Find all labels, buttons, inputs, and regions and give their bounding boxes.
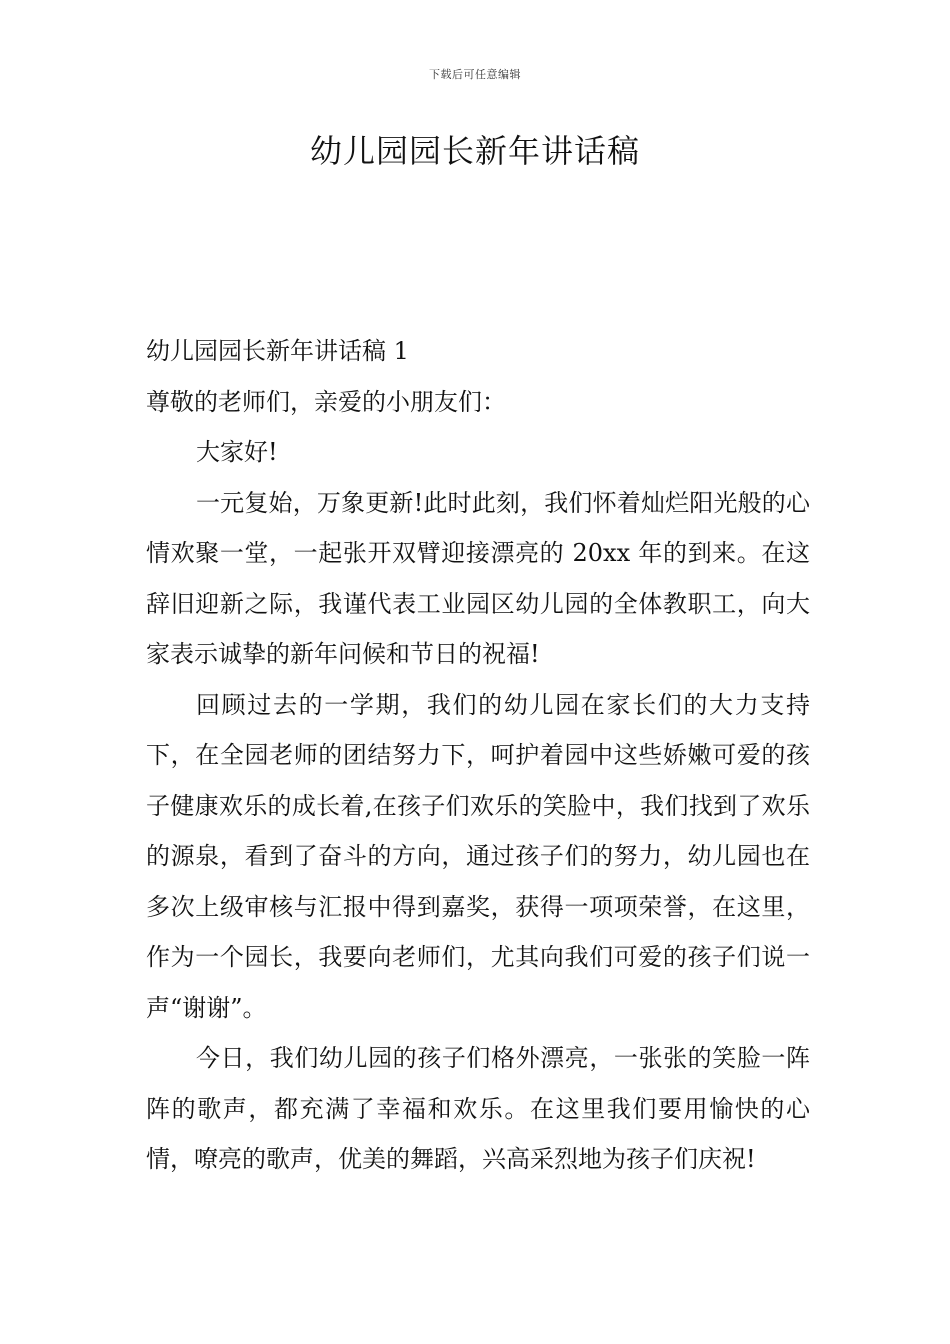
paragraph-celebration: 今日，我们幼儿园的孩子们格外漂亮，一张张的笑脸一阵阵的歌声，都充满了幸福和欢乐。在这里我们要用愉快的心情，嘹亮的歌声，优美的舞蹈，兴高采烈地为孩子们庆祝! — [146, 1044, 810, 1173]
header-note: 下载后可任意编辑 — [429, 68, 521, 81]
section-heading: 幼儿园园长新年讲话稿 1 — [146, 337, 409, 365]
paragraph-greeting: 大家好! — [196, 438, 278, 466]
paragraph-review: 回顾过去的一学期，我们的幼儿园在家长们的大力支持下，在全园老师的团结努力下，呵护着园中这些娇嫩可爱的孩子健康欢乐的成长着,在孩子们欢乐的笑脸中，我们找到了欢乐的源泉，看到了奋斗的方向，通过孩子们的努力，幼儿园也在多次上级审核与汇报中得到嘉奖，获得一项项荣誉，在这里，作为一个园长，我要向老师们，尤其向我们可爱的孩子们说一声“谢谢”。 — [146, 690, 810, 1022]
paragraph-new-year: 一元复始，万象更新!此时此刻，我们怀着灿烂阳光般的心情欢聚一堂，一起张开双臂迎接漂亮的 20xx 年的到来。在这辞旧迎新之际，我谨代表工业园区幼儿园的全体教职工，向大家表示诚挚的新年问候和节日的祝福! — [146, 488, 810, 668]
salutation: 尊敬的老师们，亲爱的小朋友们： — [146, 387, 506, 416]
document-title: 幼儿园园长新年讲话稿 — [309, 132, 640, 170]
document-body — [146, 326, 810, 1185]
